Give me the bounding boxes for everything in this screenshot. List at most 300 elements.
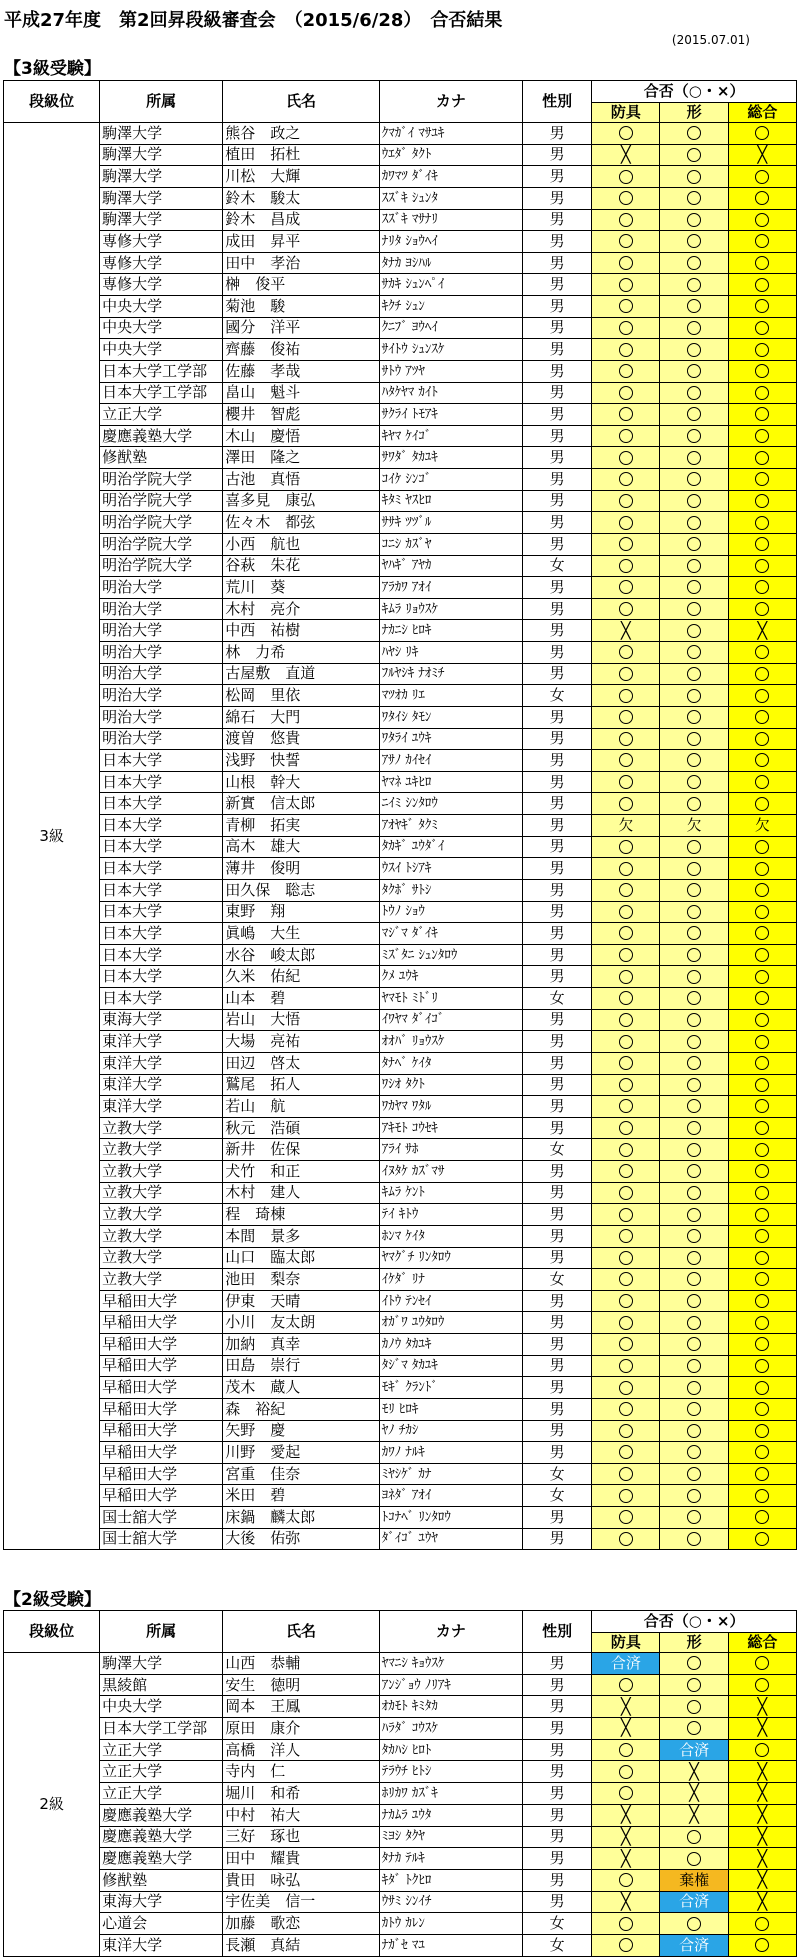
fail-cross-icon: ╳ [757, 1805, 768, 1825]
result-cell [592, 166, 660, 188]
table-row [4, 598, 797, 620]
result-cell [728, 533, 796, 555]
result-cell [592, 1074, 660, 1096]
name-cell: 櫻井 智彪 [223, 404, 380, 426]
result-cell [728, 1804, 796, 1826]
pass-circle-icon [619, 299, 633, 313]
result-cell [660, 1204, 728, 1226]
pass-circle-icon [687, 624, 701, 638]
kana-cell: ﾔﾏｸﾞﾁ ﾘﾝﾀﾛｳ [379, 1247, 522, 1269]
affiliation-cell: 明治学院大学 [100, 512, 223, 534]
pass-circle-icon [619, 1294, 633, 1308]
result-cell [592, 144, 660, 166]
fail-cross-icon: ╳ [621, 1718, 631, 1738]
name-cell: 米田 碧 [223, 1485, 380, 1507]
table-row [4, 1718, 797, 1740]
sex-cell: 男 [522, 404, 591, 426]
pass-circle-icon [687, 840, 701, 854]
result-cell [728, 1869, 796, 1891]
result-cell [728, 1312, 796, 1334]
pass-circle-icon [755, 1510, 769, 1524]
result-cell [728, 1398, 796, 1420]
pass-circle-icon [687, 1532, 701, 1546]
result-cell [660, 815, 728, 837]
name-cell: 田中 孝治 [223, 252, 380, 274]
table-row [4, 620, 797, 642]
result-cell [728, 404, 796, 426]
name-cell: 中村 祐大 [223, 1804, 380, 1826]
pass-circle-icon [687, 602, 701, 616]
pass-circle-icon [755, 1424, 769, 1438]
kana-cell: ｱｷﾓﾄ ｺｳｾｷ [379, 1117, 522, 1139]
result-cell [660, 771, 728, 793]
name-cell: 新實 信太郎 [223, 793, 380, 815]
table-row [4, 469, 797, 491]
table-row [4, 577, 797, 599]
table-row [4, 1761, 797, 1783]
table-row [4, 793, 797, 815]
affiliation-cell: 駒澤大学 [100, 123, 223, 145]
name-cell: 東野 翔 [223, 901, 380, 923]
name-cell: 國分 洋平 [223, 317, 380, 339]
result-text: 欠 [618, 815, 634, 834]
pass-circle-icon [619, 516, 633, 530]
affiliation-cell: 修猷塾 [100, 1869, 223, 1891]
pass-circle-icon [687, 1121, 701, 1135]
affiliation-cell: 中央大学 [100, 1696, 223, 1718]
col-header-kana: カナ [379, 81, 522, 123]
sex-cell: 男 [522, 123, 591, 145]
pass-circle-icon [619, 1489, 633, 1503]
table-row [4, 706, 797, 728]
kana-cell: ﾀﾅｶ ﾖｼﾊﾙ [379, 252, 522, 274]
result-cell [728, 1739, 796, 1761]
col-header-name: 氏名 [223, 81, 380, 123]
result-cell [592, 1225, 660, 1247]
result-cell [728, 815, 796, 837]
pass-circle-icon [687, 970, 701, 984]
table-row [4, 901, 797, 923]
pass-circle-icon [755, 126, 769, 140]
pass-circle-icon [755, 364, 769, 378]
name-cell: 澤田 隆之 [223, 447, 380, 469]
col-header-total: 総合 [728, 1633, 796, 1653]
kana-cell: ｳｽｲ ﾄｼｱｷ [379, 858, 522, 880]
result-cell [728, 858, 796, 880]
result-cell [728, 1463, 796, 1485]
pass-circle-icon [619, 256, 633, 270]
table-row [4, 1442, 797, 1464]
pass-circle-icon [755, 494, 769, 508]
pass-circle-icon [755, 256, 769, 270]
col-header-name: 氏名 [223, 1611, 380, 1653]
pass-circle-icon [687, 1208, 701, 1222]
name-cell: 青柳 拓実 [223, 815, 380, 837]
fail-cross-icon: ╳ [689, 1783, 699, 1803]
kana-cell: ｶﾄｳ ｶﾚﾝ [379, 1913, 522, 1935]
name-cell: 喜多見 康弘 [223, 490, 380, 512]
result-cell [660, 1225, 728, 1247]
sex-cell: 男 [522, 1848, 591, 1870]
result-cell [728, 1507, 796, 1529]
sex-cell: 男 [522, 1204, 591, 1226]
name-cell: 堀川 和希 [223, 1783, 380, 1805]
name-cell: 池田 梨奈 [223, 1269, 380, 1291]
kana-cell: ﾜｼｵ ﾀｸﾄ [379, 1074, 522, 1096]
affiliation-cell: 慶應義塾大学 [100, 425, 223, 447]
result-cell [728, 1269, 796, 1291]
table-row [4, 296, 797, 318]
sex-cell: 男 [522, 1804, 591, 1826]
kana-cell: ｺｲｹ ｼﾝｺﾞ [379, 469, 522, 491]
result-cell [728, 1696, 796, 1718]
pass-circle-icon [619, 710, 633, 724]
result-cell [592, 1117, 660, 1139]
affiliation-cell: 早稲田大学 [100, 1290, 223, 1312]
pass-circle-icon [755, 1035, 769, 1049]
name-cell: 眞嶋 大生 [223, 923, 380, 945]
result-cell [728, 1913, 796, 1935]
pass-circle-icon [755, 1316, 769, 1330]
pass-circle-icon [755, 1337, 769, 1351]
result-cell [592, 274, 660, 296]
result-cell [660, 1398, 728, 1420]
kana-cell: ﾊﾀｹﾔﾏ ｶｲﾄ [379, 382, 522, 404]
name-cell: 山根 幹大 [223, 771, 380, 793]
sex-cell: 男 [522, 1182, 591, 1204]
result-cell [660, 1420, 728, 1442]
fail-cross-icon: ╳ [621, 1805, 631, 1825]
result-cell [592, 1739, 660, 1761]
result-cell [660, 1761, 728, 1783]
sex-cell: 男 [522, 360, 591, 382]
result-cell [660, 231, 728, 253]
kana-cell: ﾀｼﾞﾏ ﾀｶﾕｷ [379, 1355, 522, 1377]
table-row [4, 966, 797, 988]
table-row [4, 1934, 797, 1956]
result-cell [592, 966, 660, 988]
pass-circle-icon [687, 1424, 701, 1438]
col-header-total: 総合 [728, 103, 796, 123]
pass-circle-icon [687, 1467, 701, 1481]
result-cell [660, 1528, 728, 1550]
result-cell [660, 642, 728, 664]
pass-circle-icon [619, 753, 633, 767]
table-row [4, 404, 797, 426]
table-row [4, 231, 797, 253]
pass-circle-icon [619, 1143, 633, 1157]
result-cell [660, 1377, 728, 1399]
section-title-2kyu: 【2級受験】 [4, 1590, 101, 1610]
result-cell [592, 944, 660, 966]
pass-circle-icon [755, 191, 769, 205]
table-row [4, 1420, 797, 1442]
table-row [4, 1848, 797, 1870]
pass-circle-icon [755, 948, 769, 962]
result-cell [660, 901, 728, 923]
pass-circle-icon [687, 1830, 701, 1844]
pass-circle-icon [619, 1208, 633, 1222]
result-cell [592, 706, 660, 728]
result-cell [660, 685, 728, 707]
result-cell [592, 1052, 660, 1074]
pass-circle-icon [755, 862, 769, 876]
name-cell: 床鍋 麟太郎 [223, 1507, 380, 1529]
result-cell [660, 447, 728, 469]
result-cell [660, 750, 728, 772]
result-cell [728, 598, 796, 620]
kana-cell: ｶﾉｳ ﾀｶﾕｷ [379, 1334, 522, 1356]
kana-cell: ﾎﾝﾏ ｹｲﾀ [379, 1225, 522, 1247]
result-cell [660, 1913, 728, 1935]
result-cell [728, 901, 796, 923]
pass-circle-icon [619, 1035, 633, 1049]
result-cell [728, 231, 796, 253]
name-cell: 田中 耀貴 [223, 1848, 380, 1870]
pass-circle-icon [619, 321, 633, 335]
name-cell: 木村 亮介 [223, 598, 380, 620]
result-cell [660, 1783, 728, 1805]
kana-cell: ｷﾀﾞ ﾄｸﾋﾛ [379, 1869, 522, 1891]
name-cell: 加藤 歌恋 [223, 1913, 380, 1935]
sex-cell: 男 [522, 879, 591, 901]
fail-cross-icon: ╳ [757, 1761, 768, 1781]
sex-cell: 男 [522, 469, 591, 491]
name-cell: 山口 臨太郎 [223, 1247, 380, 1269]
pass-circle-icon [619, 1445, 633, 1459]
pass-circle-icon [619, 775, 633, 789]
result-cell [660, 274, 728, 296]
result-cell [592, 836, 660, 858]
result-cell [592, 533, 660, 555]
result-cell [592, 1848, 660, 1870]
result-cell [660, 923, 728, 945]
result-cell [728, 1139, 796, 1161]
pass-circle-icon [619, 645, 633, 659]
sex-cell: 男 [522, 771, 591, 793]
result-cell [592, 1355, 660, 1377]
pass-circle-icon [755, 1381, 769, 1395]
result-cell [592, 1182, 660, 1204]
name-cell: 荒川 葵 [223, 577, 380, 599]
pass-circle-icon [619, 1272, 633, 1286]
name-cell: 秋元 浩碩 [223, 1117, 380, 1139]
result-cell [728, 663, 796, 685]
name-cell: 木村 建人 [223, 1182, 380, 1204]
sex-cell: 男 [522, 815, 591, 837]
table-row [4, 1334, 797, 1356]
sex-cell: 男 [522, 1653, 591, 1675]
pass-circle-icon [619, 1381, 633, 1395]
result-cell [592, 1528, 660, 1550]
pass-circle-icon [687, 991, 701, 1005]
result-cell [592, 1761, 660, 1783]
sex-cell: 男 [522, 1761, 591, 1783]
sex-cell: 女 [522, 1485, 591, 1507]
result-cell [592, 512, 660, 534]
pass-circle-icon [687, 256, 701, 270]
name-cell: 植田 拓杜 [223, 144, 380, 166]
name-cell: 田辺 啓太 [223, 1052, 380, 1074]
name-cell: 小川 友太朗 [223, 1312, 380, 1334]
table-row [4, 144, 797, 166]
pass-circle-icon [619, 234, 633, 248]
affiliation-cell: 日本大学工学部 [100, 382, 223, 404]
result-cell [728, 1674, 796, 1696]
table-row [4, 533, 797, 555]
name-cell: 田島 崇行 [223, 1355, 380, 1377]
table-row [4, 339, 797, 361]
result-cell [592, 1031, 660, 1053]
result-cell [660, 360, 728, 382]
result-cell [592, 1139, 660, 1161]
result-cell [728, 339, 796, 361]
pass-circle-icon [755, 234, 769, 248]
result-cell [660, 793, 728, 815]
affiliation-cell: 立教大学 [100, 1204, 223, 1226]
pass-circle-icon [619, 126, 633, 140]
col-header-bogu: 防具 [592, 1633, 660, 1653]
result-cell [592, 1247, 660, 1269]
sex-cell: 男 [522, 1377, 591, 1399]
result-text: 合済 [679, 1740, 710, 1759]
table-row [4, 1463, 797, 1485]
table-row [4, 1485, 797, 1507]
pass-circle-icon [619, 1424, 633, 1438]
result-cell [592, 858, 660, 880]
pass-circle-icon [687, 1251, 701, 1265]
pass-circle-icon [619, 926, 633, 940]
affiliation-cell: 明治大学 [100, 706, 223, 728]
pass-circle-icon [755, 1467, 769, 1481]
affiliation-cell: 早稲田大学 [100, 1355, 223, 1377]
name-cell: 長瀬 真結 [223, 1934, 380, 1956]
pass-circle-icon [755, 580, 769, 594]
pass-circle-icon [755, 1186, 769, 1200]
pass-circle-icon [755, 1532, 769, 1546]
table-row [4, 317, 797, 339]
sex-cell: 男 [522, 274, 591, 296]
name-cell: 古屋敷 直道 [223, 663, 380, 685]
pass-circle-icon [619, 213, 633, 227]
issue-date: (2015.07.01) [671, 33, 750, 47]
pass-circle-icon [687, 883, 701, 897]
pass-circle-icon [755, 1678, 769, 1692]
result-cell [660, 988, 728, 1010]
affiliation-cell: 心道会 [100, 1913, 223, 1935]
sex-cell: 女 [522, 1139, 591, 1161]
result-cell [592, 1463, 660, 1485]
result-cell [728, 1031, 796, 1053]
kana-cell: ｻｸﾗｲ ﾄﾓｱｷ [379, 404, 522, 426]
kana-cell: ｳｻﾐ ｼﾝｲﾁ [379, 1891, 522, 1913]
result-cell [592, 1869, 660, 1891]
affiliation-cell: 日本大学 [100, 879, 223, 901]
name-cell: 齊藤 俊祐 [223, 339, 380, 361]
result-cell [592, 1804, 660, 1826]
pass-circle-icon [755, 1251, 769, 1265]
result-cell [660, 1934, 728, 1956]
pass-circle-icon [755, 451, 769, 465]
kana-cell: ﾓｷﾞ ｸﾗﾝﾄﾞ [379, 1377, 522, 1399]
pass-circle-icon [619, 494, 633, 508]
name-cell: 三好 琢也 [223, 1826, 380, 1848]
pass-circle-icon [687, 1078, 701, 1092]
level-cell: 3級 [4, 123, 100, 1550]
affiliation-cell: 立正大学 [100, 1761, 223, 1783]
affiliation-cell: 日本大学工学部 [100, 360, 223, 382]
kana-cell: ﾃﾗｳﾁ ﾋﾄｼ [379, 1761, 522, 1783]
pass-circle-icon [619, 1337, 633, 1351]
pass-circle-icon [687, 1337, 701, 1351]
col-header-result: 合否（○・×） [592, 1611, 797, 1633]
pass-circle-icon [619, 1359, 633, 1373]
affiliation-cell: 明治大学 [100, 728, 223, 750]
affiliation-cell: 東洋大学 [100, 1934, 223, 1956]
pass-circle-icon [687, 1099, 701, 1113]
kana-cell: ｷﾑﾗ ﾘｮｳｽｹ [379, 598, 522, 620]
pass-circle-icon [687, 1489, 701, 1503]
name-cell: 本間 景多 [223, 1225, 380, 1247]
name-cell: 若山 航 [223, 1096, 380, 1118]
affiliation-cell: 立教大学 [100, 1182, 223, 1204]
pass-circle-icon [687, 343, 701, 357]
sex-cell: 男 [522, 1826, 591, 1848]
result-cell [592, 1696, 660, 1718]
pass-circle-icon [755, 278, 769, 292]
table-row [4, 166, 797, 188]
pass-circle-icon [619, 948, 633, 962]
fail-cross-icon: ╳ [757, 1783, 768, 1803]
pass-circle-icon [755, 1013, 769, 1027]
kana-cell: ｻﾄｳ ｱﾂﾔ [379, 360, 522, 382]
pass-circle-icon [687, 407, 701, 421]
result-cell [660, 1485, 728, 1507]
result-cell [728, 1891, 796, 1913]
pass-circle-icon [755, 1402, 769, 1416]
result-cell [728, 252, 796, 274]
pass-circle-icon [755, 775, 769, 789]
name-cell: 大後 佑弥 [223, 1528, 380, 1550]
result-cell [728, 1718, 796, 1740]
pass-circle-icon [687, 170, 701, 184]
result-cell [660, 1442, 728, 1464]
result-cell [592, 1913, 660, 1935]
sex-cell: 男 [522, 577, 591, 599]
result-cell [660, 533, 728, 555]
result-cell [660, 382, 728, 404]
result-cell [728, 1225, 796, 1247]
affiliation-cell: 中央大学 [100, 339, 223, 361]
kana-cell: ﾀｸﾎﾞ ｻﾄｼ [379, 879, 522, 901]
kana-cell: ﾔﾏﾆｼ ｷｮｳｽｹ [379, 1653, 522, 1675]
pass-circle-icon [619, 1099, 633, 1113]
pass-circle-icon [687, 1917, 701, 1931]
pass-circle-icon [687, 234, 701, 248]
level-cell: 2級 [4, 1653, 100, 1957]
pass-circle-icon [687, 299, 701, 313]
results-table-3kyu [3, 80, 797, 1550]
table-row [4, 1096, 797, 1118]
pass-circle-icon [619, 1938, 633, 1952]
result-cell [592, 317, 660, 339]
affiliation-cell: 明治学院大学 [100, 533, 223, 555]
pass-circle-icon [687, 494, 701, 508]
result-cell [728, 296, 796, 318]
name-cell: 高木 雄大 [223, 836, 380, 858]
fail-cross-icon: ╳ [757, 1848, 768, 1868]
result-cell [728, 317, 796, 339]
